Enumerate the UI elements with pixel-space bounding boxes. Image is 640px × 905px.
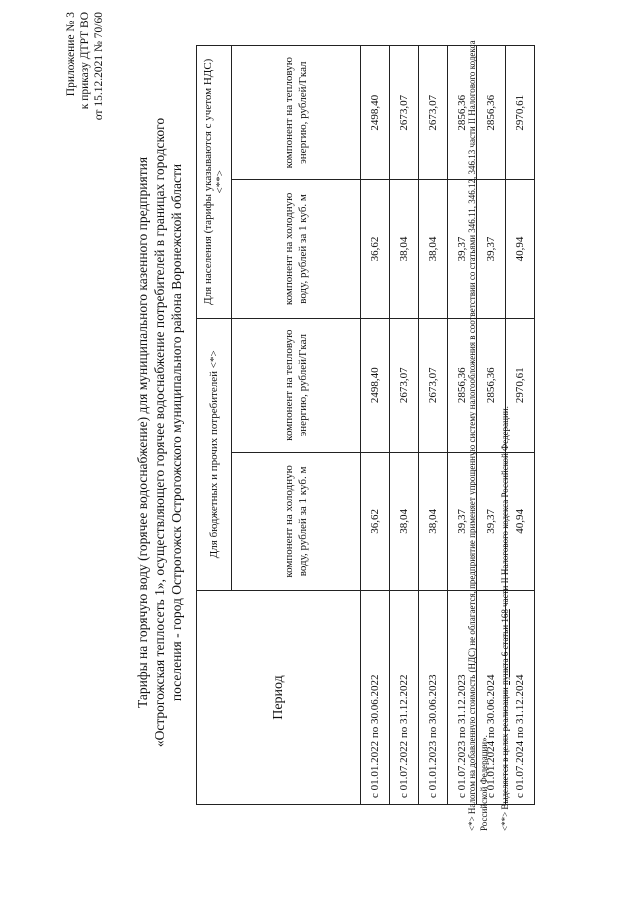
budget-cold-water-cell: 39,37 — [448, 452, 477, 590]
period-cell: с 01.07.2024 по 31.12.2024 — [506, 591, 535, 805]
document-title — [134, 60, 185, 805]
budget-heat-cell: 2970,61 — [506, 318, 535, 452]
budget-heat-header: компонент на тепловую энергию, рублей/Гкал — [232, 318, 361, 452]
title-line-2: «Острогожская теплосеть 1», осуществляющего горячее водоснабжение потребителей в границах городского — [152, 117, 167, 748]
population-cold-water-cell: 40,94 — [506, 180, 535, 318]
budget-heat-cell: 2856,36 — [448, 318, 477, 452]
budget-cold-water-cell: 38,04 — [390, 452, 419, 590]
tax-code-link[interactable]: пункта 6 статьи 168 — [500, 609, 510, 685]
population-heat-cell: 2673,07 — [419, 46, 448, 180]
title-line-3: поселения - город Острогожск Острогожского муниципального района Воронежской области — [169, 163, 184, 702]
footnote-text-end: части II Налогового кодекса Российской Федерации. — [500, 406, 510, 610]
population-cold-water-cell: 38,04 — [419, 180, 448, 318]
period-cell: с 01.01.2023 по 30.06.2023 — [419, 591, 448, 805]
population-cold-water-cell: 39,37 — [448, 180, 477, 318]
budget-cold-water-cell: 38,04 — [419, 452, 448, 590]
footnote-vat-exempt: <*> Налогом на добавленную стоимость (НДС) не облагается, предприятие применяет упрощенную систему налогообложения в соответствии со статьями 346.11, 346.12, 346.13 части II Налогового кодекса Российской Федерации». — [467, 40, 489, 831]
budget-cold-water-cell: 39,37 — [477, 452, 506, 590]
budget-consumers-header: Для бюджетных и прочих потребителей <*> — [197, 318, 232, 590]
annex-date: от 15.12.2021 № 70/60 — [93, 12, 105, 121]
annex-order: к приказу ДТРТ ВО — [79, 12, 91, 110]
population-header: Для населения (тарифы указываются с учетом НДС) <**> — [197, 46, 232, 319]
footnote-text-start: <**> Выделяется в целях реализации — [500, 684, 510, 831]
population-heat-cell: 2673,07 — [390, 46, 419, 180]
annex-number: Приложение № 3 — [65, 12, 77, 97]
budget-cold-water-header: компонент на холодную воду, рублей за 1 куб. м — [232, 452, 361, 590]
budget-cold-water-cell: 36,62 — [361, 452, 390, 590]
period-cell: с 01.01.2024 по 30.06.2024 — [477, 591, 506, 805]
period-cell: с 01.01.2022 по 30.06.2022 — [361, 591, 390, 805]
table-row — [390, 46, 419, 805]
population-cold-water-header: компонент на холодную воду, рублей за 1 куб. м — [232, 180, 361, 318]
budget-cold-water-cell: 40,94 — [506, 452, 535, 590]
population-cold-water-cell: 36,62 — [361, 180, 390, 318]
table-row — [361, 46, 390, 805]
population-heat-cell: 2498,40 — [361, 46, 390, 180]
annex-reference — [64, 12, 106, 120]
population-heat-cell: 2970,61 — [506, 46, 535, 180]
period-header: Период — [197, 591, 361, 805]
title-line-1: Тарифы на горячую воду (горячее водоснабжение) для муниципального казенного предприятия — [135, 156, 150, 709]
table-row — [419, 46, 448, 805]
period-cell: с 01.07.2023 по 31.12.2023 — [448, 591, 477, 805]
budget-heat-cell: 2498,40 — [361, 318, 390, 452]
population-cold-water-cell: 39,37 — [477, 180, 506, 318]
footnotes — [466, 31, 520, 831]
period-cell: с 01.07.2022 по 31.12.2022 — [390, 591, 419, 805]
population-heat-cell: 2856,36 — [477, 46, 506, 180]
budget-heat-cell: 2856,36 — [477, 318, 506, 452]
population-cold-water-cell: 38,04 — [390, 180, 419, 318]
population-heat-cell: 2856,36 — [448, 46, 477, 180]
population-heat-header: компонент на тепловую энергию, рублей/Гкал — [232, 46, 361, 180]
footnote-vat-population — [499, 31, 511, 831]
budget-heat-cell: 2673,07 — [419, 318, 448, 452]
budget-heat-cell: 2673,07 — [390, 318, 419, 452]
